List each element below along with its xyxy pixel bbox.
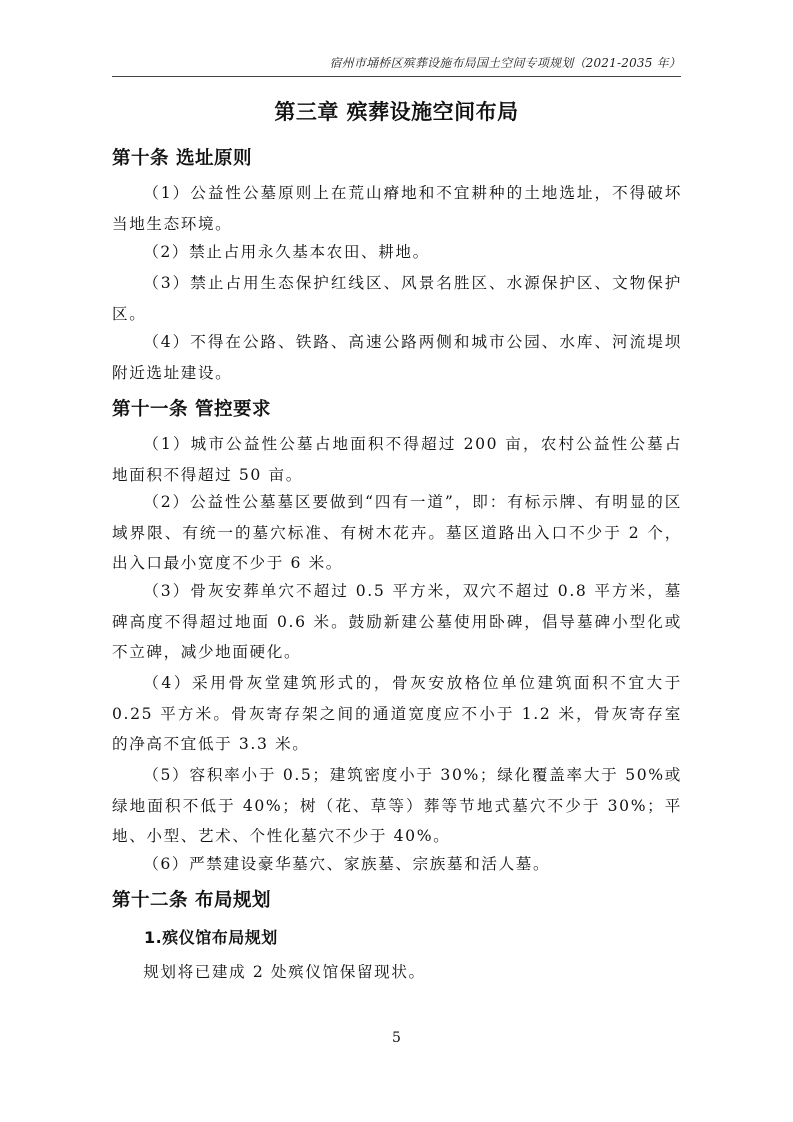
chapter-title: 第三章 殡葬设施空间布局 [274, 100, 519, 124]
article-10-paragraph-1: （1）公益性公墓原则上在荒山瘠地和不宜耕种的土地选址，不得破坏当地生态环境。 [112, 184, 682, 233]
article-12-subtitle: 1.殡仪馆布局规划 [144, 928, 278, 947]
article-10-title: 第十条 选址原则 [112, 148, 252, 169]
article-12-paragraph-1: 规划将已建成 2 处殡仪馆保留现状。 [143, 963, 426, 981]
article-11-paragraph-3: （3）骨灰安葬单穴不超过 0.5 平方米，双穴不超过 0.8 平方米，墓碑高度不得超过地面 0.6 米。鼓励新建公墓使用卧碑，倡导墓碑小型化或不立碑，减少地面硬化。 [112, 582, 682, 661]
article-11-title: 第十一条 管控要求 [112, 399, 271, 420]
article-11-paragraph-4: （4）采用骨灰堂建筑形式的，骨灰安放格位单位建筑面积不宜大于 0.25 平方米。骨灰寄存架之间的通道宽度应不小于 1.2 米，骨灰寄存室的净高不宜低于 3.3 米。 [112, 674, 682, 753]
running-header: 宿州市埇桥区殡葬设施布局国土空间专项规划（2021-2035 年） [112, 54, 681, 77]
article-10-paragraph-3: （3）禁止占用生态保护红线区、风景名胜区、水源保护区、文物保护区。 [112, 274, 682, 323]
article-11-paragraph-2: （2）公益性公墓墓区要做到“四有一道”，即：有标示牌、有明显的区域界限、有统一的墓穴标准、有树木花卉。墓区道路出入口不少于 2 个，出入口最小宽度不少于 6 米。 [112, 493, 682, 572]
article-12-title: 第十二条 布局规划 [112, 890, 271, 911]
article-11-paragraph-1: （1）城市公益性公墓占地面积不得超过 200 亩，农村公益性公墓占地面积不得超过 50 亩。 [112, 435, 682, 484]
page-number: 5 [392, 1030, 401, 1046]
article-11-paragraph-6: （6）严禁建设豪华墓穴、家族墓、宗族墓和活人墓。 [143, 855, 551, 873]
article-11-paragraph-5: （5）容积率小于 0.5；建筑密度小于 30%；绿化覆盖率大于 50%或绿地面积不低于 40%；树（花、草等）葬等节地式墓穴不少于 30%；平地、小型、艺术、个性化墓穴不少于 40%。 [112, 766, 682, 845]
article-10-paragraph-2: （2）禁止占用永久基本农田、耕地。 [143, 243, 430, 261]
article-10-paragraph-4: （4）不得在公路、铁路、高速公路两侧和城市公园、水库、河流堤坝附近选址建设。 [112, 333, 682, 382]
